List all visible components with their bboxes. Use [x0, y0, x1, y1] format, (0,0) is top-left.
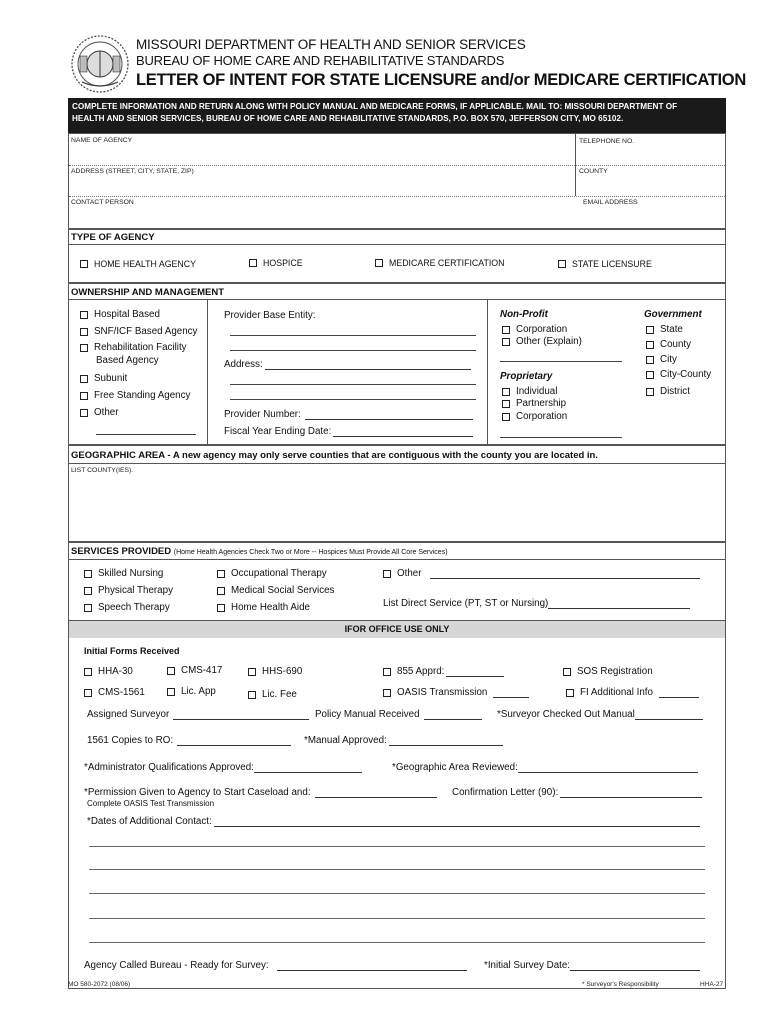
contact-dates-line-4[interactable]: [89, 918, 705, 919]
contact-dates-line-2[interactable]: [89, 869, 705, 870]
provider-base-line-1[interactable]: [230, 335, 476, 336]
government-heading: Government: [644, 309, 702, 320]
type-of-agency-section: [68, 229, 726, 283]
medical-social-services-checkbox[interactable]: Medical Social Services: [217, 585, 334, 596]
nonprofit-corporation-checkbox[interactable]: Corporation: [502, 324, 567, 335]
occupational-therapy-checkbox[interactable]: Occupational Therapy: [217, 568, 327, 579]
rehabilitation-facility-checkbox[interactable]: Rehabilitation Facility: [80, 342, 187, 353]
lic-fee-checkbox[interactable]: Lic. Fee: [248, 689, 297, 700]
rehabilitation-facility-label-cont: Based Agency: [96, 355, 159, 366]
other-ownership-line[interactable]: [96, 434, 196, 435]
free-standing-checkbox[interactable]: Free Standing Agency: [80, 390, 190, 401]
county-field[interactable]: COUNTY: [579, 168, 608, 175]
initial-forms-heading: Initial Forms Received: [84, 646, 180, 656]
other-ownership-checkbox[interactable]: Other: [80, 407, 119, 418]
form-title: LETTER OF INTENT FOR STATE LICENSURE and/or MEDICARE CERTIFICATION: [136, 71, 746, 89]
policy-manual-received-field[interactable]: Policy Manual Received: [315, 709, 482, 720]
department-name: MISSOURI DEPARTMENT OF HEALTH AND SENIOR SERVICES: [136, 37, 526, 52]
instructions-line-2: HEALTH AND SENIOR SERVICES, BUREAU OF HOME CARE AND REHABILITATIVE STANDARDS, P.O. BOX 570, JEFFERSON CITY, MO 65102.: [72, 113, 624, 123]
state-licensure-checkbox[interactable]: STATE LICENSURE: [558, 259, 652, 269]
government-county-checkbox[interactable]: County: [646, 339, 691, 350]
manual-approved-field[interactable]: *Manual Approved:: [304, 735, 503, 746]
surveyor-responsibility-note: * Surveyor's Responsibility: [582, 981, 659, 988]
geographic-area-reviewed-field[interactable]: *Geographic Area Reviewed:: [392, 762, 698, 773]
government-state-checkbox[interactable]: State: [646, 324, 683, 335]
government-city-county-checkbox[interactable]: City-County: [646, 369, 711, 380]
provider-address-line-3[interactable]: [230, 399, 476, 400]
services-note: (Home Health Agencies Check Two or More -- Hospices Must Provide All Core Services): [173, 549, 448, 556]
oasis-transmission-checkbox[interactable]: OASIS Transmission: [383, 687, 529, 698]
office-use-banner: IFOR OFFICE USE ONLY: [69, 621, 725, 638]
proprietary-partnership-checkbox[interactable]: Partnership: [502, 398, 566, 409]
sos-registration-checkbox[interactable]: SOS Registration: [563, 666, 653, 677]
skilled-nursing-checkbox[interactable]: Skilled Nursing: [84, 568, 163, 579]
type-of-agency-heading: TYPE OF AGENCY: [71, 232, 155, 243]
telephone-field[interactable]: TELEPHONE NO.: [579, 138, 635, 145]
855-approved-checkbox[interactable]: 855 Apprd:: [383, 666, 504, 677]
admin-qualifications-field[interactable]: *Administrator Qualifications Approved:: [84, 762, 362, 773]
address-field[interactable]: ADDRESS (STREET, CITY, STATE, ZIP): [71, 168, 194, 175]
medicare-certification-checkbox[interactable]: MEDICARE CERTIFICATION: [375, 258, 505, 268]
provider-address-line-2[interactable]: [230, 384, 476, 385]
home-health-aide-checkbox[interactable]: Home Health Aide: [217, 602, 310, 613]
fi-additional-info-checkbox[interactable]: FI Additional Info: [566, 687, 699, 698]
bureau-name: BUREAU OF HOME CARE AND REHABILITATIVE STANDARDS: [136, 53, 505, 68]
oasis-test-label: Complete OASIS Test Transmission: [87, 799, 215, 808]
contact-person-field[interactable]: CONTACT PERSON: [71, 199, 134, 206]
fiscal-year-field[interactable]: Fiscal Year Ending Date:: [224, 426, 473, 437]
list-direct-service-field[interactable]: List Direct Service (PT, ST or Nursing): [383, 598, 690, 609]
home-health-agency-checkbox[interactable]: HOME HEALTH AGENCY: [80, 259, 196, 269]
dates-of-contact-field[interactable]: *Dates of Additional Contact:: [87, 816, 700, 827]
assigned-surveyor-field[interactable]: Assigned Surveyor: [87, 709, 309, 720]
form-code: HHA-27: [700, 981, 724, 988]
hha30-checkbox[interactable]: HHA-30: [84, 666, 133, 677]
instructions-banner: [68, 98, 726, 133]
provider-number-field[interactable]: Provider Number:: [224, 409, 473, 420]
hospice-checkbox[interactable]: HOSPICE: [249, 258, 303, 268]
other-service-checkbox[interactable]: Other: [383, 568, 700, 579]
subunit-checkbox[interactable]: Subunit: [80, 373, 127, 384]
permission-caseload-field[interactable]: *Permission Given to Agency to Start Caseload and:: [84, 787, 437, 798]
proprietary-line[interactable]: [500, 437, 622, 438]
called-bureau-field[interactable]: Agency Called Bureau - Ready for Survey:: [84, 960, 467, 971]
hhs690-checkbox[interactable]: HHS-690: [248, 666, 302, 677]
cms1561-checkbox[interactable]: CMS-1561: [84, 687, 145, 698]
provider-base-line-2[interactable]: [230, 350, 476, 351]
snf-icf-checkbox[interactable]: SNF/ICF Based Agency: [80, 326, 197, 337]
cms417-checkbox[interactable]: CMS-417: [167, 665, 222, 676]
contact-dates-line-3[interactable]: [89, 893, 705, 894]
ownership-heading: OWNERSHIP AND MANAGEMENT: [71, 287, 225, 298]
lic-app-checkbox[interactable]: Lic. App: [167, 686, 216, 697]
nonprofit-explain-line[interactable]: [500, 361, 622, 362]
proprietary-individual-checkbox[interactable]: Individual: [502, 386, 557, 397]
initial-survey-date-field[interactable]: *Initial Survey Date:: [484, 960, 700, 971]
surveyor-checked-manual-field[interactable]: *Surveyor Checked Out Manual: [497, 709, 703, 720]
contact-dates-line-1[interactable]: [89, 846, 705, 847]
government-district-checkbox[interactable]: District: [646, 386, 690, 397]
proprietary-heading: Proprietary: [500, 371, 553, 382]
nonprofit-heading: Non-Profit: [500, 309, 548, 320]
contact-dates-line-5[interactable]: [89, 942, 705, 943]
copies-to-ro-field[interactable]: 1561 Copies to RO:: [87, 735, 291, 746]
services-heading: SERVICES PROVIDED (Home Health Agencies Check Two or More -- Hospices Must Provide All Core Services): [71, 546, 448, 557]
email-field[interactable]: EMAIL ADDRESS: [583, 199, 638, 206]
hospital-based-checkbox[interactable]: Hospital Based: [80, 309, 160, 320]
agency-info-section: [68, 133, 726, 229]
missouri-state-seal-icon: [68, 34, 132, 94]
form-number: MO 580-2072 (08/06): [68, 981, 131, 988]
speech-therapy-checkbox[interactable]: Speech Therapy: [84, 602, 170, 613]
instructions-line-1: COMPLETE INFORMATION AND RETURN ALONG WITH POLICY MANUAL AND MEDICARE FORMS, IF APPLICABLE. MAIL TO: MISSOURI DEPARTMENT OF: [72, 102, 678, 111]
list-counties-field[interactable]: LIST COUNTY(IES).: [71, 467, 134, 474]
provider-base-entity-label: Provider Base Entity:: [224, 310, 316, 321]
nonprofit-other-checkbox[interactable]: Other (Explain): [502, 336, 582, 347]
confirmation-letter-field[interactable]: Confirmation Letter (90):: [452, 787, 702, 798]
provider-address-field[interactable]: Address:: [224, 359, 471, 370]
physical-therapy-checkbox[interactable]: Physical Therapy: [84, 585, 173, 596]
government-city-checkbox[interactable]: City: [646, 354, 677, 365]
agency-name-field[interactable]: NAME OF AGENCY: [71, 137, 133, 144]
geographic-heading: GEOGRAPHIC AREA - A new agency may only serve counties that are contiguous with the county you are located in.: [71, 450, 598, 461]
proprietary-corporation-checkbox[interactable]: Corporation: [502, 411, 567, 422]
